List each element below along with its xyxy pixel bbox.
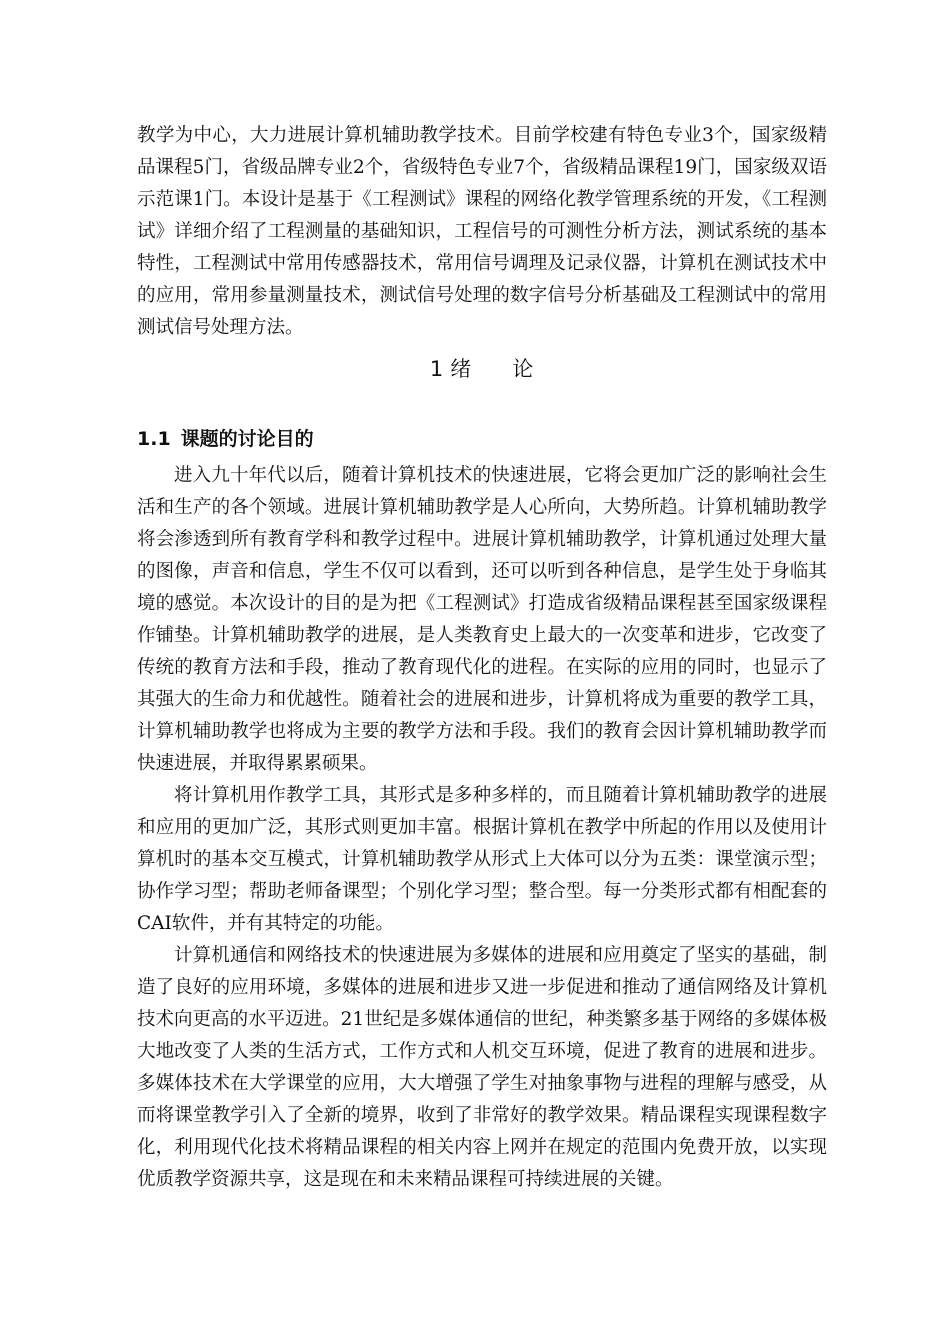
chapter-number: 1 [429, 357, 445, 381]
body-paragraph-2: 将计算机用作教学工具，其形式是多种多样的，而且随着计算机辅助教学的进展和应用的更加广泛，其形式则更加丰富。根据计算机在教学中所起的作用以及使用计算机时的基本交互模式，计算机辅助教学从形式上大体可以分为五类：课堂演示型；协作学习型；帮助老师备课型；个别化学习型；整合型。每一分类形式都有相配套的CAI软件，并有其特定的功能。 [137, 785, 827, 934]
body-paragraph-3: 计算机通信和网络技术的快速进展为多媒体的进展和应用奠定了坚实的基础，制造了良好的应用环境，多媒体的进展和进步又进一步促进和推动了通信网络及计算机技术向更高的水平迈进。21世纪是多媒体通信的世纪，种类繁多基于网络的多媒体极大地改变了人类的生活方式，工作方式和人机交互环境，促进了教育的进展和进步。多媒体技术在大学课堂的应用，大大增强了学生对抽象事物与进程的理解与感受，从而将课堂教学引入了全新的境界，收到了非常好的教学效果。精品课程实现课程数字化，利用现代化技术将精品课程的相关内容上网并在规定的范围内免费开放，以实现优质教学资源共享，这是现在和未来精品课程可持续进展的关键。 [137, 945, 827, 1190]
chapter-heading [137, 352, 827, 386]
section-title: 课题的讨论目的 [180, 428, 314, 450]
chapter-title-part2: 论 [512, 357, 535, 381]
chapter-title-part1: 绪 [450, 357, 473, 381]
section-heading [137, 422, 827, 456]
continued-paragraph: 教学为中心，大力进展计算机辅助教学技术。目前学校建有特色专业3个，国家级精品课程5门，省级品牌专业2个，省级特色专业7个，省级精品课程19门，国家级双语示范课1门。本设计是基于《工程测试》课程的网络化教学管理系统的开发，《工程测试》详细介绍了工程测量的基础知识，工程信号的可测性分析方法，测试系统的基本特性，工程测试中常用传感器技术，常用信号调理及记录仪器，计算机在测试技术中的应用，常用参量测量技术，测试信号处理的数字信号分析基础及工程测试中的常用测试信号处理方法。 [137, 125, 827, 338]
body-paragraph-1: 进入九十年代以后，随着计算机技术的快速进展，它将会更加广泛的影响社会生活和生产的各个领域。进展计算机辅助教学是人心所向，大势所趋。计算机辅助教学将会渗透到所有教育学科和教学过程中。进展计算机辅助教学，计算机通过处理大量的图像，声音和信息，学生不仅可以看到，还可以听到各种信息，是学生处于身临其境的感觉。本次设计的目的是为把《工程测试》打造成省级精品课程甚至国家级课程作铺垫。计算机辅助教学的进展，是人类教育史上最大的一次变革和进步，它改变了传统的教育方法和手段，推动了教育现代化的进程。在实际的应用的同时，也显示了其强大的生命力和优越性。随着社会的进展和进步，计算机将成为重要的教学工具，计算机辅助教学也将成为主要的教学方法和手段。我们的教育会因计算机辅助教学而快速进展，并取得累累硕果。 [137, 465, 827, 774]
section-number: 1.1 [137, 428, 171, 450]
document-body [137, 120, 827, 1196]
